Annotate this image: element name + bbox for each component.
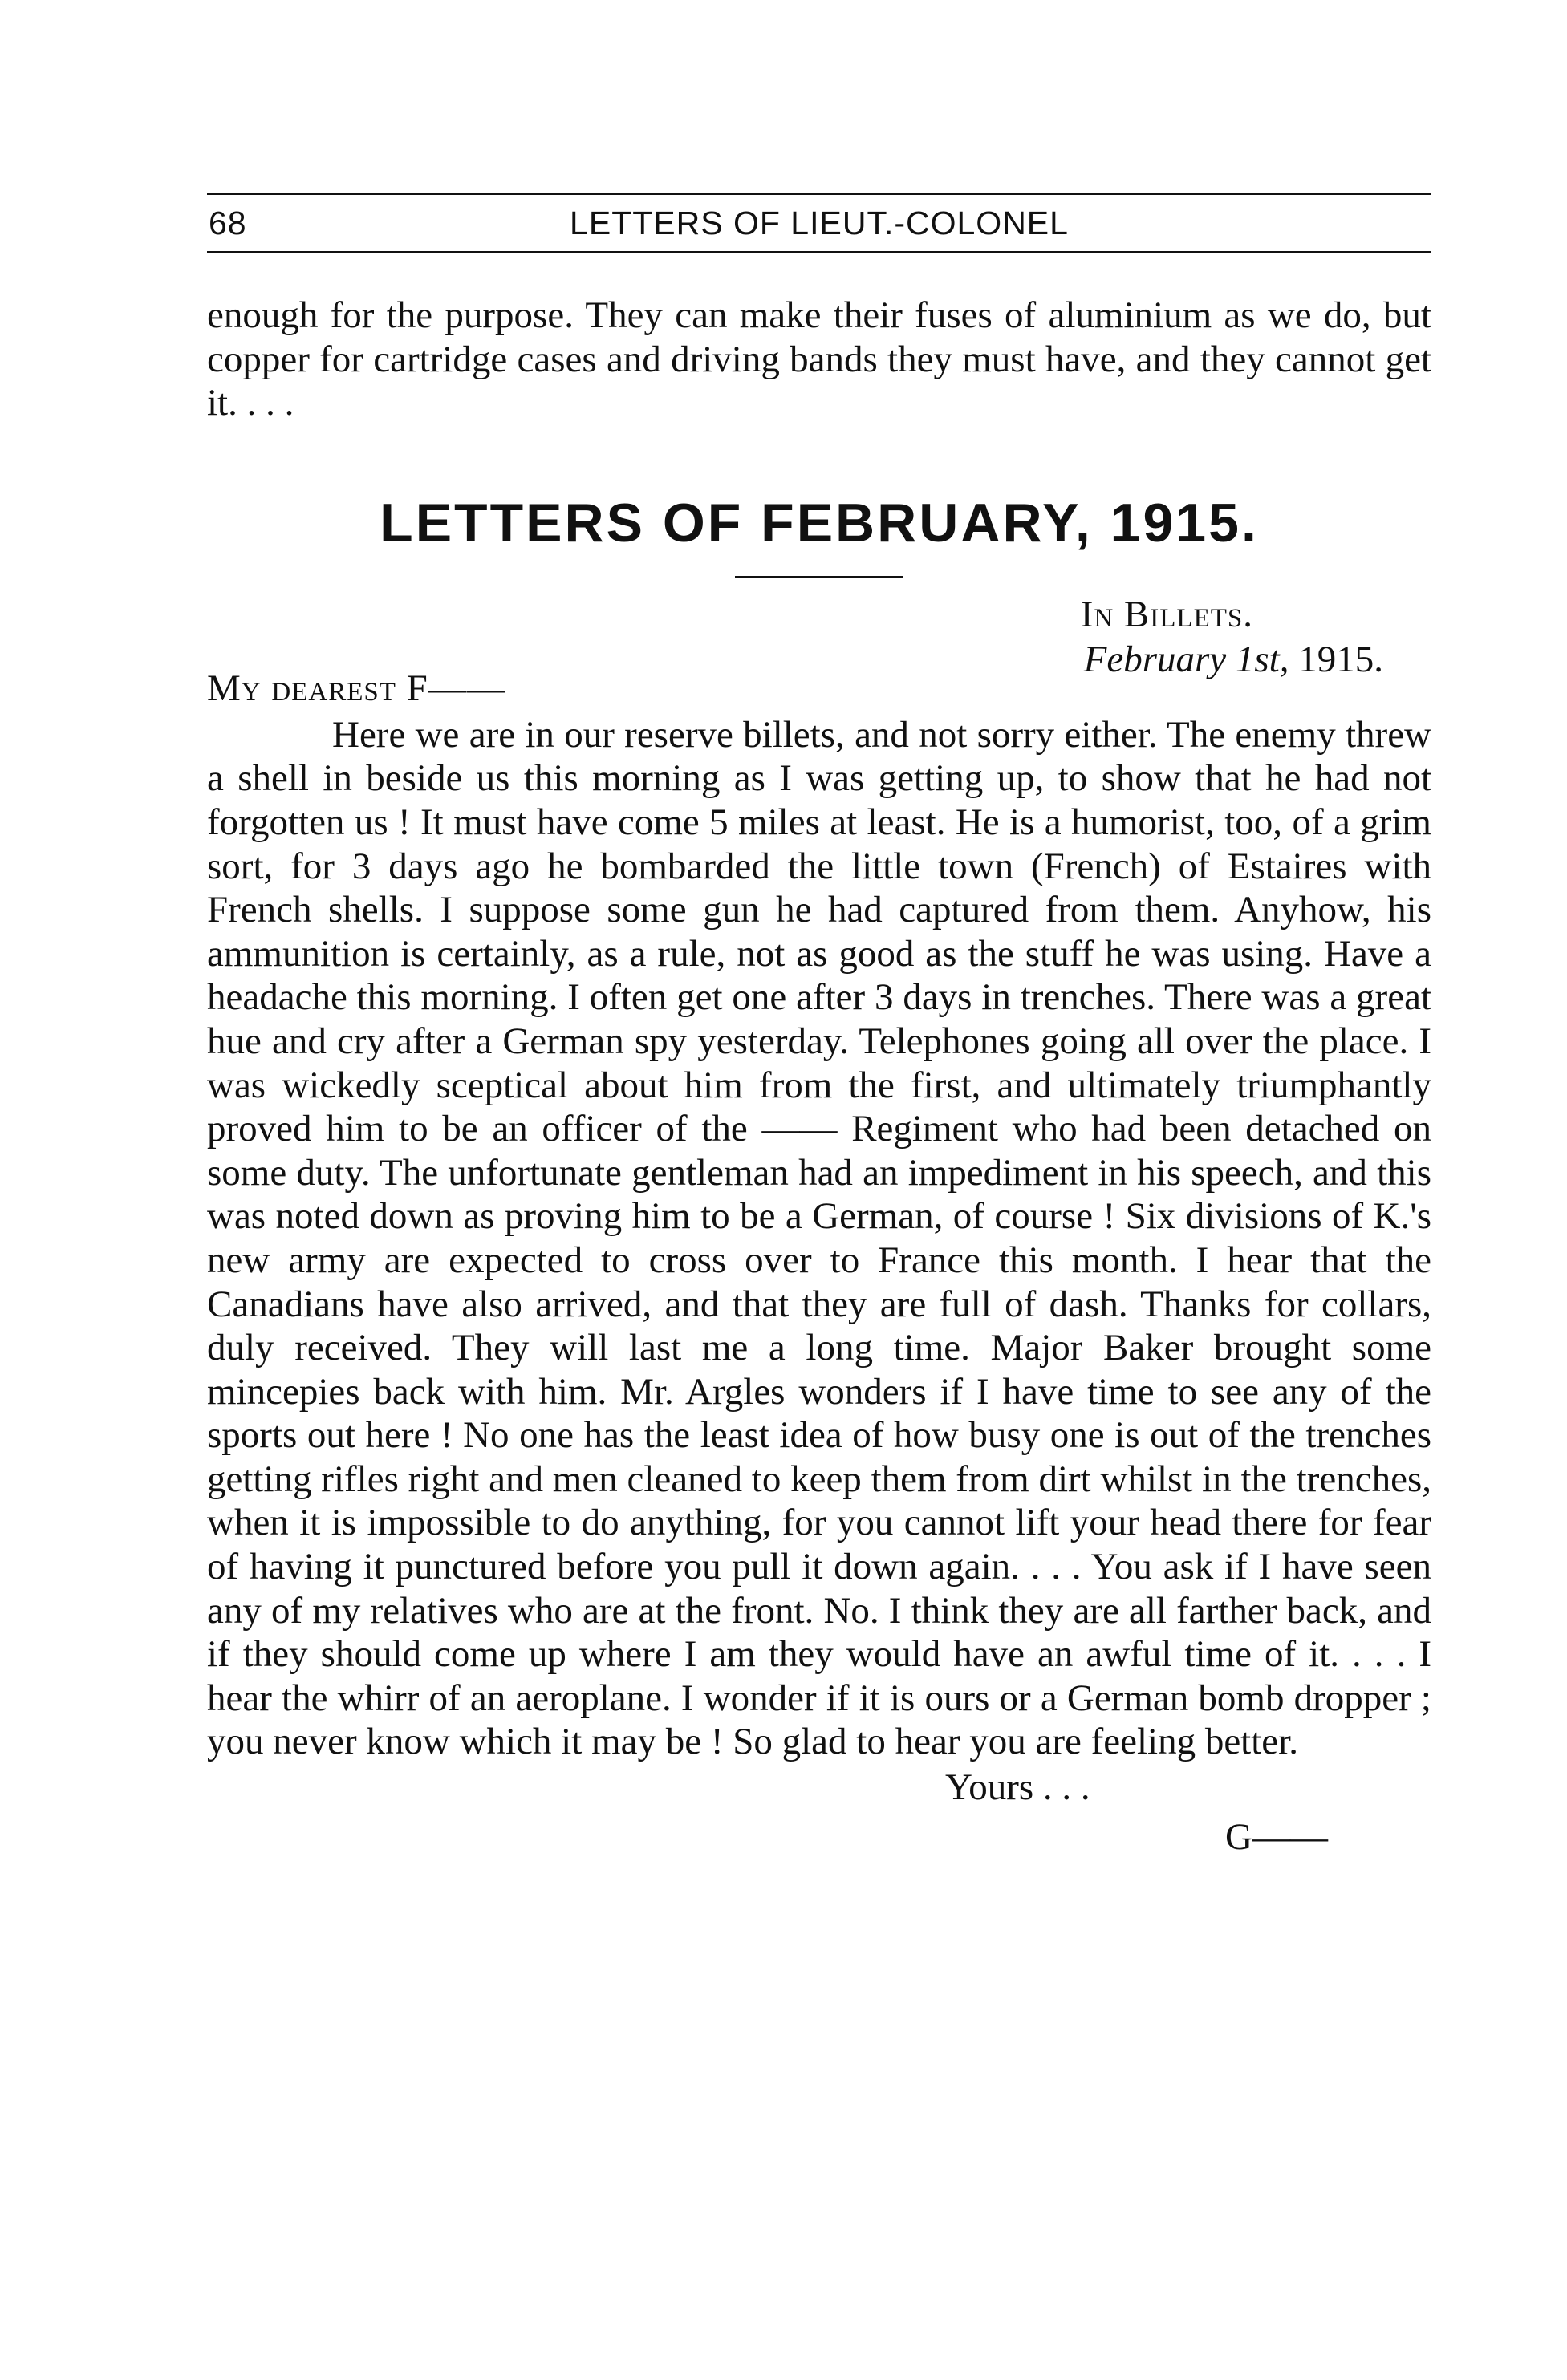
running-title: LETTERS OF LIEUT.-COLONEL	[570, 205, 1069, 241]
page-number: 68	[209, 205, 247, 241]
letter-place: In Billets.	[1080, 593, 1253, 635]
section-title: LETTERS OF FEBRUARY, 1915.	[380, 492, 1259, 553]
letter-closing: Yours . . .	[945, 1766, 1090, 1809]
letter-date-year: 1915.	[1298, 638, 1383, 680]
header-bottom-rule	[207, 251, 1431, 253]
letter-body: Here we are in our reserve billets, and not sorry either. The enemy threw a shell in beside us this morning as I was getting up, to show that he had not forgotten us ! It must have come 5 miles at least. He is a humorist, too, of a grim sort, for 3 days ago he bombarded the little town (French) of Estaires with French shells. I suppose some gun he had captured from them. Anyhow, his ammunition is certainly, as a rule, not as good as the stuff he was using. Have a headache this morning. I often get one after 3 days in trenches. There was a great hue and cry after a German spy yesterday. Telephones going all over the place. I was wickedly sceptical about him from the first, and ultimately triumphantly proved him to be an officer of the —— Regiment who had been detached on some duty. The unfortunate gentleman had an impediment in his speech, and this was noted down as proving him to be a German, of course ! Six divisions of K.'s new army are expected to cross over to France this month. I hear that the Canadians have also arrived, and that they are full of dash. Thanks for collars, duly received. They will last me a long time. Major Baker brought some mincepies back with him. Mr. Argles wonders if I have time to see any of the sports out here ! No one has the least idea of how busy one is out of the trenches getting rifles right and men cleaned to keep them from dirt whilst in the trenches, when it is impossible to do anything, for you cannot lift your head there for fear of having it punctured before you pull it down again. . . . You ask if I have seen any of my relatives who are at the front. No. I think they are all farther back, and if they should come up where I am they would have an awful time of it. . . . I hear the whirr of an aeroplane. I wonder if it is ours or a German bomb dropper ; you never know which it may be ! So glad to hear you are feeling better.	[207, 713, 1431, 1763]
letter-salutation: My dearest F——	[207, 667, 505, 709]
running-header	[207, 195, 1431, 251]
section-title-rule	[735, 576, 903, 578]
continued-paragraph: enough for the purpose. They can make their fuses of aluminium as we do, but copper for cartridge cases and driving bands they must have, and they cannot get it. . . .	[207, 294, 1431, 424]
book-page	[207, 193, 1431, 1859]
letter-date-text: February 1st,	[1083, 638, 1289, 680]
letter-signature: G——	[1225, 1816, 1328, 1859]
